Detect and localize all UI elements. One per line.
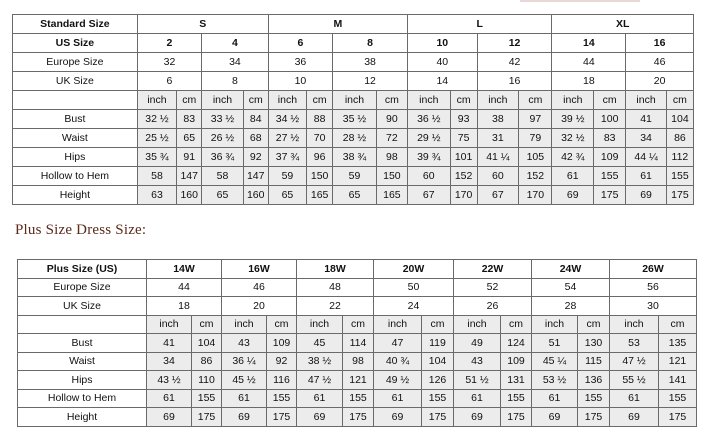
plus-measure-value: 69 <box>297 408 343 427</box>
measure-label: Hips <box>13 148 138 167</box>
plus-unit-cm: cm <box>267 315 297 334</box>
measure-value: 104 <box>666 110 693 129</box>
measure-value: 67 <box>407 186 450 205</box>
measure-value: 37 ¾ <box>268 148 306 167</box>
europe-size-value: 46 <box>626 53 694 72</box>
plus-measure-value: 110 <box>192 371 222 390</box>
plus-unit-cm: cm <box>578 315 610 334</box>
us-size-value: 10 <box>407 34 477 53</box>
size-group-1: M <box>268 15 407 34</box>
unit-inch: inch <box>626 91 667 110</box>
plus-measure-value: 61 <box>374 389 422 408</box>
plus-measure-value: 61 <box>610 389 659 408</box>
plus-size-heading: Plus Size Dress Size: <box>15 222 147 238</box>
plus-uk-label: UK Size <box>18 297 147 316</box>
plus-uk-row <box>18 297 697 316</box>
europe-size-value: 36 <box>268 53 332 72</box>
plus-measure-value: 61 <box>532 389 578 408</box>
uk-size-value: 14 <box>407 72 477 91</box>
us-size-value: 16 <box>626 34 694 53</box>
plus-unit-inch: inch <box>222 315 267 334</box>
measure-value: 35 ½ <box>333 110 377 129</box>
europe-size-value: 40 <box>407 53 477 72</box>
plus-measure-label: Height <box>18 408 147 427</box>
plus-measure-value: 119 <box>422 334 454 353</box>
plus-measure-value: 141 <box>659 371 697 390</box>
uk-size-row <box>13 72 694 91</box>
measure-value: 88 <box>307 110 333 129</box>
uk-size-value: 18 <box>552 72 626 91</box>
plus-europe-value: 54 <box>532 278 610 297</box>
plus-measure-value: 45 ¼ <box>532 352 578 371</box>
measure-value: 36 ¾ <box>202 148 244 167</box>
plus-size-table <box>17 259 697 427</box>
measure-value: 41 <box>626 110 667 129</box>
plus-us-size-value: 16W <box>222 260 297 279</box>
measure-value: 65 <box>202 186 244 205</box>
plus-unit-cm: cm <box>422 315 454 334</box>
plus-measure-label: Hollow to Hem <box>18 389 147 408</box>
plus-unit-inch: inch <box>374 315 422 334</box>
measure-value: 70 <box>307 129 333 148</box>
measure-value: 93 <box>450 110 477 129</box>
measure-value: 36 ½ <box>407 110 450 129</box>
uk-size-value: 12 <box>333 72 408 91</box>
plus-measure-value: 69 <box>532 408 578 427</box>
measure-value: 32 ½ <box>137 110 177 129</box>
plus-measure-value: 51 <box>532 334 578 353</box>
measure-value: 61 <box>626 167 667 186</box>
plus-measure-row <box>18 352 697 371</box>
unit-inch: inch <box>137 91 177 110</box>
measure-value: 101 <box>450 148 477 167</box>
measure-value: 165 <box>376 186 407 205</box>
measure-value: 39 ¾ <box>407 148 450 167</box>
us-size-value: 2 <box>137 34 201 53</box>
plus-us-size-value: 14W <box>147 260 222 279</box>
plus-measure-value: 130 <box>578 334 610 353</box>
plus-measure-value: 49 ½ <box>374 371 422 390</box>
plus-measure-value: 135 <box>659 334 697 353</box>
plus-uk-value: 26 <box>454 297 532 316</box>
measure-value: 59 <box>333 167 377 186</box>
plus-measure-value: 69 <box>454 408 501 427</box>
plus-measure-value: 47 ½ <box>297 371 343 390</box>
measure-value: 105 <box>519 148 552 167</box>
measure-value: 34 <box>626 129 667 148</box>
measure-value: 58 <box>202 167 244 186</box>
measure-row <box>13 186 694 205</box>
measure-value: 63 <box>137 186 177 205</box>
measure-value: 83 <box>177 110 202 129</box>
plus-uk-value: 22 <box>297 297 374 316</box>
plus-us-size-value: 22W <box>454 260 532 279</box>
unit-inch: inch <box>333 91 377 110</box>
plus-header-row <box>18 260 697 279</box>
plus-measure-value: 155 <box>501 389 532 408</box>
europe-size-value: 44 <box>552 53 626 72</box>
plus-measure-value: 47 <box>374 334 422 353</box>
plus-measure-row <box>18 334 697 353</box>
plus-unit-inch: inch <box>610 315 659 334</box>
plus-measure-value: 136 <box>578 371 610 390</box>
plus-measure-value: 175 <box>192 408 222 427</box>
measure-value: 60 <box>477 167 519 186</box>
plus-europe-label: Europe Size <box>18 278 147 297</box>
europe-size-value: 38 <box>333 53 408 72</box>
measure-value: 175 <box>594 186 626 205</box>
plus-measure-value: 92 <box>267 352 297 371</box>
standard-size-table <box>12 14 694 205</box>
plus-measure-value: 131 <box>501 371 532 390</box>
plus-measure-value: 155 <box>192 389 222 408</box>
plus-measure-value: 109 <box>267 334 297 353</box>
plus-unit-row <box>18 315 697 334</box>
measure-value: 65 <box>333 186 377 205</box>
plus-unit-cm: cm <box>192 315 222 334</box>
measure-value: 84 <box>243 110 268 129</box>
measure-value: 33 ½ <box>202 110 244 129</box>
top-decor-strip <box>520 0 640 2</box>
us-size-value: 12 <box>477 34 552 53</box>
plus-measure-value: 175 <box>659 408 697 427</box>
measure-value: 90 <box>376 110 407 129</box>
plus-measure-value: 49 <box>454 334 501 353</box>
plus-unit-inch: inch <box>454 315 501 334</box>
measure-value: 26 ½ <box>202 129 244 148</box>
europe-size-value: 34 <box>202 53 269 72</box>
measure-row <box>13 148 694 167</box>
measure-value: 155 <box>594 167 626 186</box>
plus-measure-value: 41 <box>147 334 192 353</box>
measure-value: 175 <box>666 186 693 205</box>
plus-measure-value: 124 <box>501 334 532 353</box>
unit-inch: inch <box>268 91 306 110</box>
europe-size-label: Europe Size <box>13 53 138 72</box>
unit-cm: cm <box>243 91 268 110</box>
europe-size-row <box>13 53 694 72</box>
unit-inch: inch <box>202 91 244 110</box>
plus-unit-inch: inch <box>297 315 343 334</box>
unit-cm: cm <box>519 91 552 110</box>
plus-measure-value: 121 <box>343 371 374 390</box>
plus-measure-value: 175 <box>422 408 454 427</box>
us-size-value: 8 <box>333 34 408 53</box>
size-group-3: XL <box>552 15 694 34</box>
measure-value: 35 ¾ <box>137 148 177 167</box>
measure-value: 42 ¾ <box>552 148 594 167</box>
plus-measure-value: 69 <box>610 408 659 427</box>
uk-size-value: 6 <box>137 72 201 91</box>
measure-value: 59 <box>268 167 306 186</box>
plus-measure-label: Waist <box>18 352 147 371</box>
plus-measure-value: 51 ½ <box>454 371 501 390</box>
measure-value: 165 <box>307 186 333 205</box>
measure-value: 86 <box>666 129 693 148</box>
measure-label: Hollow to Hem <box>13 167 138 186</box>
us-size-value: 14 <box>552 34 626 53</box>
plus-measure-value: 155 <box>267 389 297 408</box>
measure-value: 98 <box>376 148 407 167</box>
us-size-label: US Size <box>13 34 138 53</box>
us-size-value: 4 <box>202 34 269 53</box>
europe-size-value: 42 <box>477 53 552 72</box>
unit-cm: cm <box>594 91 626 110</box>
plus-measure-value: 47 ½ <box>610 352 659 371</box>
us-size-row <box>13 34 694 53</box>
header-row <box>13 15 694 34</box>
unit-cm: cm <box>376 91 407 110</box>
measure-value: 83 <box>594 129 626 148</box>
us-size-value: 6 <box>268 34 332 53</box>
plus-measure-value: 53 ½ <box>532 371 578 390</box>
plus-measure-value: 36 ¼ <box>222 352 267 371</box>
measure-value: 170 <box>450 186 477 205</box>
plus-measure-value: 175 <box>267 408 297 427</box>
measure-value: 68 <box>243 129 268 148</box>
measure-value: 160 <box>177 186 202 205</box>
plus-measure-value: 155 <box>578 389 610 408</box>
plus-measure-value: 55 ½ <box>610 371 659 390</box>
plus-measure-value: 61 <box>297 389 343 408</box>
plus-measure-row <box>18 389 697 408</box>
measure-value: 67 <box>477 186 519 205</box>
measure-value: 29 ½ <box>407 129 450 148</box>
uk-size-label: UK Size <box>13 72 138 91</box>
measure-value: 58 <box>137 167 177 186</box>
plus-unit-blank <box>18 315 147 334</box>
measure-row <box>13 129 694 148</box>
plus-europe-value: 56 <box>610 278 697 297</box>
measure-value: 150 <box>307 167 333 186</box>
measure-value: 60 <box>407 167 450 186</box>
unit-cm: cm <box>307 91 333 110</box>
plus-measure-value: 86 <box>192 352 222 371</box>
plus-measure-value: 43 ½ <box>147 371 192 390</box>
standard-size-label: Standard Size <box>13 15 138 34</box>
unit-inch: inch <box>552 91 594 110</box>
measure-value: 38 ¾ <box>333 148 377 167</box>
plus-measure-value: 98 <box>343 352 374 371</box>
unit-cm: cm <box>177 91 202 110</box>
plus-unit-cm: cm <box>659 315 697 334</box>
plus-europe-row <box>18 278 697 297</box>
measure-value: 38 <box>477 110 519 129</box>
plus-unit-inch: inch <box>532 315 578 334</box>
plus-measure-value: 45 ½ <box>222 371 267 390</box>
plus-measure-value: 45 <box>297 334 343 353</box>
measure-value: 147 <box>177 167 202 186</box>
measure-value: 65 <box>177 129 202 148</box>
measure-value: 34 ½ <box>268 110 306 129</box>
plus-uk-value: 20 <box>222 297 297 316</box>
measure-value: 97 <box>519 110 552 129</box>
measure-label: Height <box>13 186 138 205</box>
measure-value: 152 <box>519 167 552 186</box>
measure-value: 32 ½ <box>552 129 594 148</box>
plus-measure-value: 115 <box>578 352 610 371</box>
measure-value: 92 <box>243 148 268 167</box>
plus-uk-value: 28 <box>532 297 610 316</box>
measure-value: 25 ½ <box>137 129 177 148</box>
plus-uk-value: 18 <box>147 297 222 316</box>
measure-value: 61 <box>552 167 594 186</box>
plus-measure-value: 40 ¾ <box>374 352 422 371</box>
plus-measure-value: 61 <box>454 389 501 408</box>
plus-uk-value: 24 <box>374 297 454 316</box>
measure-value: 28 ½ <box>333 129 377 148</box>
plus-measure-value: 175 <box>578 408 610 427</box>
measure-row <box>13 110 694 129</box>
plus-measure-value: 38 ½ <box>297 352 343 371</box>
plus-europe-value: 50 <box>374 278 454 297</box>
measure-value: 109 <box>594 148 626 167</box>
unit-row-blank <box>13 91 138 110</box>
measure-value: 79 <box>519 129 552 148</box>
unit-inch: inch <box>407 91 450 110</box>
measure-value: 75 <box>450 129 477 148</box>
measure-value: 72 <box>376 129 407 148</box>
unit-inch: inch <box>477 91 519 110</box>
plus-measure-value: 104 <box>192 334 222 353</box>
measure-value: 44 ¼ <box>626 148 667 167</box>
plus-measure-value: 43 <box>454 352 501 371</box>
measure-value: 65 <box>268 186 306 205</box>
measure-label: Bust <box>13 110 138 129</box>
plus-europe-value: 44 <box>147 278 222 297</box>
measure-value: 96 <box>307 148 333 167</box>
plus-measure-value: 34 <box>147 352 192 371</box>
plus-us-size-value: 26W <box>610 260 697 279</box>
uk-size-value: 20 <box>626 72 694 91</box>
measure-value: 150 <box>376 167 407 186</box>
measure-value: 41 ¼ <box>477 148 519 167</box>
measure-value: 39 ½ <box>552 110 594 129</box>
measure-value: 160 <box>243 186 268 205</box>
measure-value: 112 <box>666 148 693 167</box>
plus-us-size-value: 24W <box>532 260 610 279</box>
measure-value: 69 <box>626 186 667 205</box>
plus-measure-value: 69 <box>222 408 267 427</box>
plus-europe-value: 46 <box>222 278 297 297</box>
size-group-0: S <box>137 15 268 34</box>
plus-measure-value: 175 <box>501 408 532 427</box>
size-group-2: L <box>407 15 552 34</box>
plus-measure-value: 109 <box>501 352 532 371</box>
plus-measure-value: 61 <box>222 389 267 408</box>
unit-cm: cm <box>450 91 477 110</box>
plus-unit-cm: cm <box>501 315 532 334</box>
plus-measure-value: 175 <box>343 408 374 427</box>
plus-measure-value: 155 <box>422 389 454 408</box>
plus-measure-value: 116 <box>267 371 297 390</box>
europe-size-value: 32 <box>137 53 201 72</box>
measure-value: 170 <box>519 186 552 205</box>
plus-measure-value: 43 <box>222 334 267 353</box>
plus-measure-value: 126 <box>422 371 454 390</box>
plus-measure-row <box>18 371 697 390</box>
plus-uk-value: 30 <box>610 297 697 316</box>
measure-value: 91 <box>177 148 202 167</box>
plus-us-size-value: 20W <box>374 260 454 279</box>
plus-measure-value: 61 <box>147 389 192 408</box>
plus-europe-value: 52 <box>454 278 532 297</box>
plus-measure-label: Bust <box>18 334 147 353</box>
measure-value: 100 <box>594 110 626 129</box>
plus-measure-value: 69 <box>147 408 192 427</box>
plus-measure-value: 155 <box>659 389 697 408</box>
unit-row <box>13 91 694 110</box>
measure-value: 27 ½ <box>268 129 306 148</box>
plus-measure-value: 104 <box>422 352 454 371</box>
uk-size-value: 16 <box>477 72 552 91</box>
plus-measure-value: 53 <box>610 334 659 353</box>
unit-cm: cm <box>666 91 693 110</box>
measure-label: Waist <box>13 129 138 148</box>
plus-measure-row <box>18 408 697 427</box>
measure-row <box>13 167 694 186</box>
plus-unit-inch: inch <box>147 315 192 334</box>
plus-us-size-value: 18W <box>297 260 374 279</box>
plus-measure-value: 155 <box>343 389 374 408</box>
measure-value: 31 <box>477 129 519 148</box>
plus-measure-label: Hips <box>18 371 147 390</box>
plus-europe-value: 48 <box>297 278 374 297</box>
plus-measure-value: 69 <box>374 408 422 427</box>
plus-unit-cm: cm <box>343 315 374 334</box>
plus-size-us-label: Plus Size (US) <box>18 260 147 279</box>
uk-size-value: 8 <box>202 72 269 91</box>
measure-value: 147 <box>243 167 268 186</box>
measure-value: 155 <box>666 167 693 186</box>
measure-value: 69 <box>552 186 594 205</box>
plus-measure-value: 114 <box>343 334 374 353</box>
plus-measure-value: 121 <box>659 352 697 371</box>
measure-value: 152 <box>450 167 477 186</box>
uk-size-value: 10 <box>268 72 332 91</box>
